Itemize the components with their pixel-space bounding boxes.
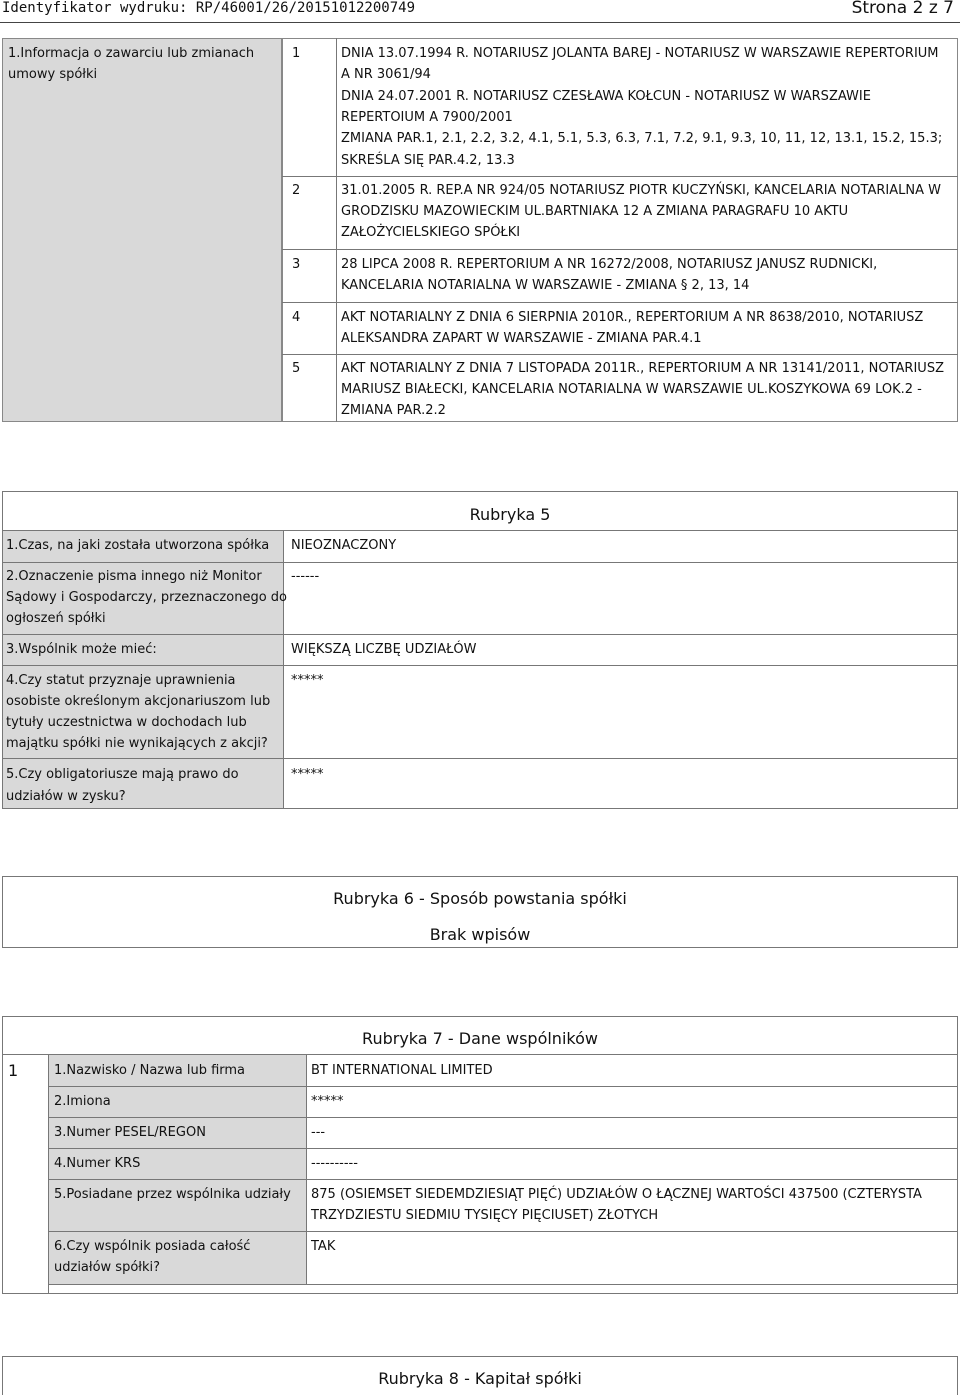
entry-divider: [282, 249, 958, 250]
entry-line: ZMIANA PAR.1, 2.1, 2.2, 3.2, 4.1, 5.1, 5.3, 6.3, 7.1, 7.2, 9.1, 9.3, 10, 11, 12, 13.1, 15.2, 15.3;: [341, 131, 943, 146]
field-label: 1.Czas, na jaki została utworzona spółka: [6, 538, 270, 553]
partner-field-value: BT INTERNATIONAL LIMITED: [311, 1063, 493, 1078]
print-identifier: Identyfikator wydruku: RP/46001/26/20151012200749: [2, 0, 416, 16]
entry-line: ZAŁOŻYCIELSKIEGO SPÓŁKI: [341, 225, 521, 240]
rubryka-6-title: Rubryka 6 - Sposób powstania spółki: [333, 889, 627, 908]
partner-field-label: 5.Posiadane przez wspólnika udziały: [54, 1187, 291, 1202]
rubryka-6-empty-note: Brak wpisów: [429, 925, 531, 944]
entry-line: SKREŚLA SIĘ PAR.4.2, 13.3: [341, 153, 515, 168]
partner-field-label: 3.Numer PESEL/REGON: [54, 1125, 206, 1140]
partner-field-value: ----------: [311, 1156, 358, 1171]
field-label: 2.Oznaczenie pisma innego niż Monitor: [6, 569, 262, 584]
field-label: 3.Wspólnik może mieć:: [6, 642, 157, 657]
row-divider: [49, 1284, 957, 1285]
entry-line: AKT NOTARIALNY Z DNIA 6 SIERPNIA 2010R., REPERTORIUM A NR 8638/2010, NOTARIUSZ: [341, 310, 924, 325]
partner-field-value: ---: [311, 1125, 326, 1140]
entry-line: GRODZISKU MAZOWIECKIM UL.BARTNIAKA 12 A ZMIANA PARAGRAFU 10 AKTU: [341, 204, 849, 219]
entry-number: 3: [292, 257, 301, 272]
row-divider: [49, 1086, 957, 1087]
row-divider: [49, 1117, 957, 1118]
rubryka-5-title: Rubryka 5: [469, 505, 551, 524]
entry-divider: [282, 176, 958, 177]
entry-number: 1: [292, 46, 301, 61]
partner-field-value: TRZYDZIESTU SIEDMIU TYSIĘCY PIĘCIUSET) ZŁOTYCH: [311, 1208, 659, 1223]
field-label: 4.Czy statut przyznaje uprawnienia: [6, 673, 236, 688]
entry-line: 31.01.2005 R. REP.A NR 924/05 NOTARIUSZ PIOTR KUCZYŃSKI, KANCELARIA NOTARIALNA W: [341, 183, 941, 198]
partner-field-value: *****: [311, 1094, 344, 1109]
partner-field-label: 6.Czy wspólnik posiada całość: [54, 1239, 251, 1254]
partner-number: 1: [8, 1061, 19, 1080]
row-divider: [3, 562, 957, 563]
partner-field-label: 1.Nazwisko / Nazwa lub firma: [54, 1063, 246, 1078]
field-label: osobiste określonym akcjonariuszom lub: [6, 694, 271, 709]
entry-line: KANCELARIA NOTARIALNA W WARSZAWIE - ZMIANA § 2, 13, 14: [341, 278, 750, 293]
row-divider: [3, 665, 957, 666]
field-label: ogłoszeń spółki: [6, 611, 106, 626]
row-divider: [3, 634, 957, 635]
header-divider: [0, 22, 960, 23]
page-number: Strona 2 z 7: [851, 0, 954, 18]
partner-field-label: 4.Numer KRS: [54, 1156, 141, 1171]
field-label: udziałów w zysku?: [6, 789, 126, 804]
partner-col-divider: [306, 1054, 307, 1284]
field-label: 5.Czy obligatoriusze mają prawo do: [6, 767, 239, 782]
entry-line: A NR 3061/94: [341, 67, 431, 82]
entry-line: ALEKSANDRA ZAPART W WARSZAWIE - ZMIANA PAR.4.1: [341, 331, 702, 346]
contract-info-label-cell: [2, 38, 282, 422]
entry-number: 4: [292, 310, 301, 325]
field-value: *****: [291, 767, 324, 782]
entry-num-divider: [336, 38, 337, 422]
entry-line: ZMIANA PAR.2.2: [341, 403, 446, 418]
entry-number: 2: [292, 183, 301, 198]
row-divider: [49, 1148, 957, 1149]
row-divider: [3, 758, 957, 759]
entry-line: DNIA 24.07.2001 R. NOTARIUSZ CZESŁAWA KOŁCUN - NOTARIUSZ W WARSZAWIE: [341, 89, 871, 104]
row-divider: [49, 1179, 957, 1180]
entry-divider: [282, 302, 958, 303]
partner-field-value: TAK: [311, 1239, 336, 1254]
entry-line: AKT NOTARIALNY Z DNIA 7 LISTOPADA 2011R., REPERTORIUM A NR 13141/2011, NOTARIUSZ: [341, 361, 944, 376]
rubryka-7-title: Rubryka 7 - Dane wspólników: [362, 1029, 598, 1048]
field-label: majątku spółki nie wynikających z akcji?: [6, 736, 268, 751]
partner-field-label: udziałów spółki?: [54, 1260, 161, 1275]
entry-divider: [282, 354, 958, 355]
field-value: WIĘKSZĄ LICZBĘ UDZIAŁÓW: [291, 642, 477, 657]
field-label: tytuły uczestnictwa w dochodach lub: [6, 715, 247, 730]
field-value: NIEOZNACZONY: [291, 538, 397, 553]
contract-info-label: 1.Informacja o zawarciu lub zmianach umowy spółki: [8, 46, 255, 82]
rubryka-5-col-divider: [283, 530, 284, 808]
partner-field-value: 875 (OSIEMSET SIEDEMDZIESIĄT PIĘĆ) UDZIAŁÓW O ŁĄCZNEJ WARTOŚCI 437500 (CZTERYSTA: [311, 1187, 922, 1202]
partner-field-label: 2.Imiona: [54, 1094, 111, 1109]
field-value: ------: [291, 569, 320, 584]
row-divider: [49, 1231, 957, 1232]
entry-line: REPERTOIUM A 7900/2001: [341, 110, 513, 125]
entry-line: 28 LIPCA 2008 R. REPERTORIUM A NR 16272/2008, NOTARIUSZ JANUSZ RUDNICKI,: [341, 257, 878, 272]
row-divider: [3, 530, 957, 531]
field-value: *****: [291, 673, 324, 688]
field-label: Sądowy i Gospodarczy, przeznaczonego do: [6, 590, 287, 605]
entry-line: MARIUSZ BIAŁECKI, KANCELARIA NOTARIALNA W WARSZAWIE UL.KOSZYKOWA 69 LOK.2 -: [341, 382, 922, 397]
entry-number: 5: [292, 361, 301, 376]
entry-line: DNIA 13.07.1994 R. NOTARIUSZ JOLANTA BAREJ - NOTARIUSZ W WARSZAWIE REPERTORIUM: [341, 46, 939, 61]
rubryka-8-title: Rubryka 8 - Kapitał spółki: [378, 1369, 582, 1388]
